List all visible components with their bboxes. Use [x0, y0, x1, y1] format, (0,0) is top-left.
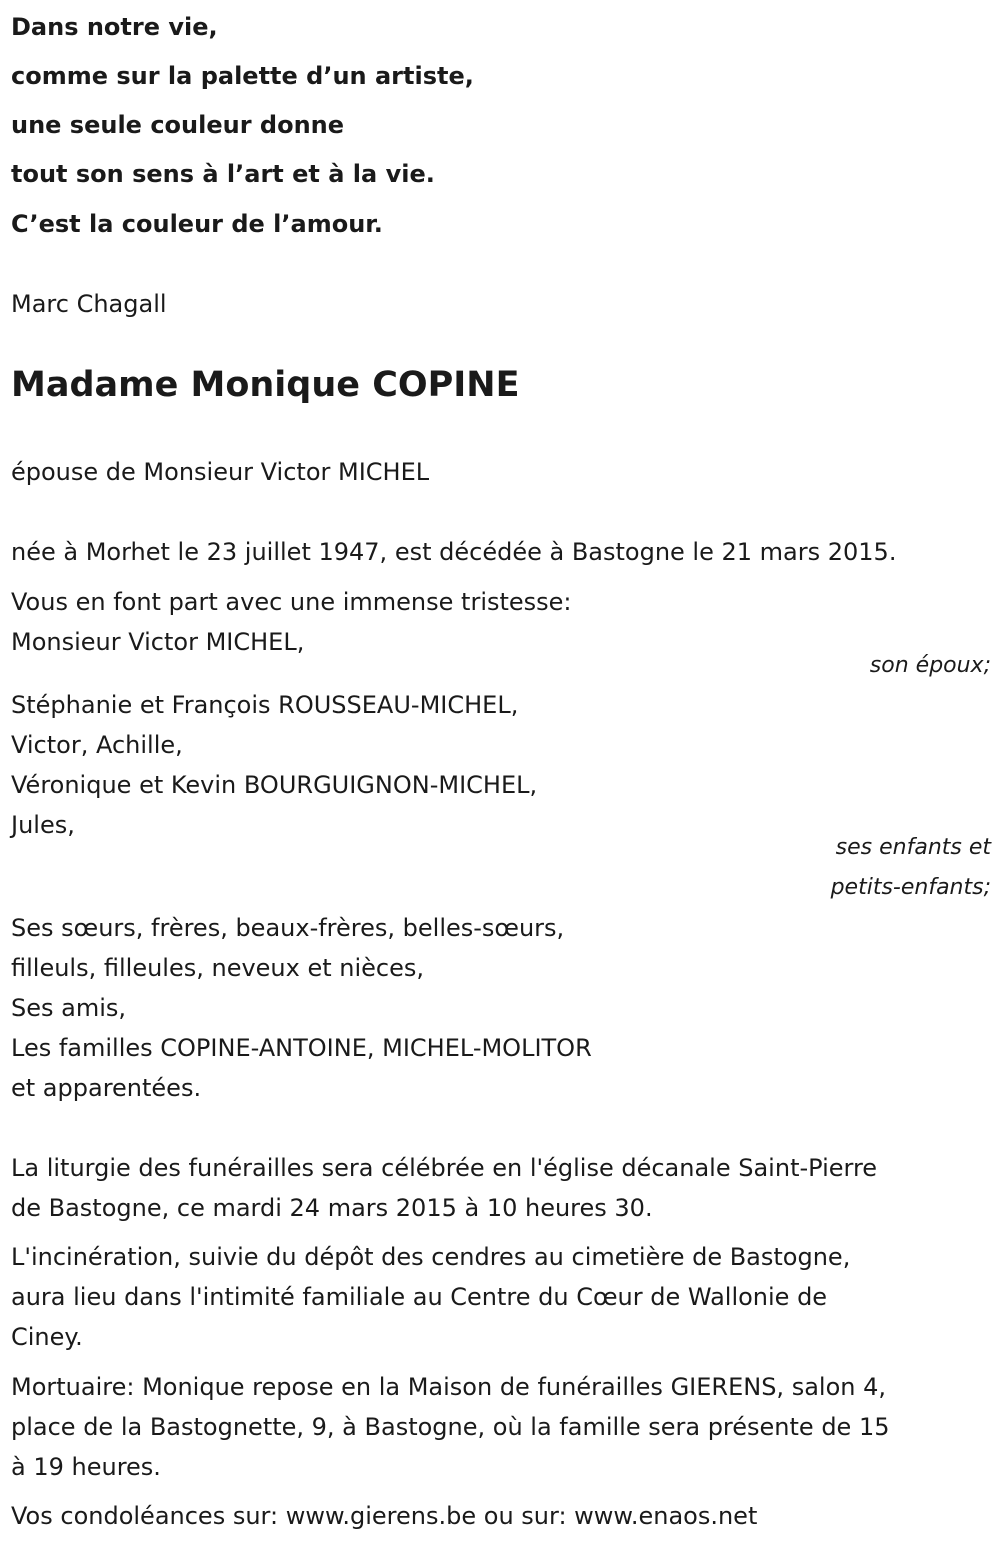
children-role-line: petits-enfants;	[830, 875, 991, 900]
spouse-line: épouse de Monsieur Victor MICHEL	[11, 458, 430, 486]
poem-author: Marc Chagall	[11, 290, 167, 318]
relatives-line: Ses sœurs, frères, beaux-frères, belles-sœurs,	[11, 914, 565, 942]
child-line: Stéphanie et François ROUSSEAU-MICHEL,	[11, 691, 519, 719]
husband-line: Monsieur Victor MICHEL,	[11, 628, 305, 656]
birth-death-line: née à Morhet le 23 juillet 1947, est décédée à Bastogne le 21 mars 2015.	[11, 538, 897, 566]
deceased-name: Madame Monique COPINE	[11, 365, 520, 405]
relatives-line: filleuls, filleules, neveux et nièces,	[11, 954, 425, 982]
liturgy-line: La liturgie des funérailles sera célébrée en l'église décanale Saint-Pierre	[11, 1154, 878, 1182]
child-line: Véronique et Kevin BOURGUIGNON-MICHEL,	[11, 771, 538, 799]
cremation-line: L'incinération, suivie du dépôt des cendres au cimetière de Bastogne,	[11, 1243, 851, 1271]
cremation-line: aura lieu dans l'intimité familiale au Centre du Cœur de Wallonie de	[11, 1283, 828, 1311]
child-line: Victor, Achille,	[11, 731, 183, 759]
poem-line: C’est la couleur de l’amour.	[11, 210, 383, 238]
poem-line: tout son sens à l’art et à la vie.	[11, 160, 435, 188]
announcement-intro: Vous en font part avec une immense tristesse:	[11, 588, 572, 616]
condolences-line: Vos condoléances sur: www.gierens.be ou sur: www.enaos.net	[11, 1502, 758, 1530]
poem-line: une seule couleur donne	[11, 111, 345, 139]
children-role-line: ses enfants et	[835, 835, 991, 860]
child-line: Jules,	[11, 811, 75, 839]
poem-line: Dans notre vie,	[11, 13, 218, 41]
cremation-line: Ciney.	[11, 1323, 83, 1351]
poem-line: comme sur la palette d’un artiste,	[11, 62, 474, 90]
relatives-line: Les familles COPINE-ANTOINE, MICHEL-MOLITOR	[11, 1034, 592, 1062]
liturgy-line: de Bastogne, ce mardi 24 mars 2015 à 10 heures 30.	[11, 1194, 653, 1222]
husband-role: son époux;	[869, 653, 991, 678]
mortuary-line: place de la Bastognette, 9, à Bastogne, où la famille sera présente de 15	[11, 1413, 890, 1441]
relatives-line: et apparentées.	[11, 1074, 202, 1102]
relatives-line: Ses amis,	[11, 994, 127, 1022]
mortuary-line: à 19 heures.	[11, 1453, 161, 1481]
mortuary-line: Mortuaire: Monique repose en la Maison de funérailles GIERENS, salon 4,	[11, 1373, 886, 1401]
